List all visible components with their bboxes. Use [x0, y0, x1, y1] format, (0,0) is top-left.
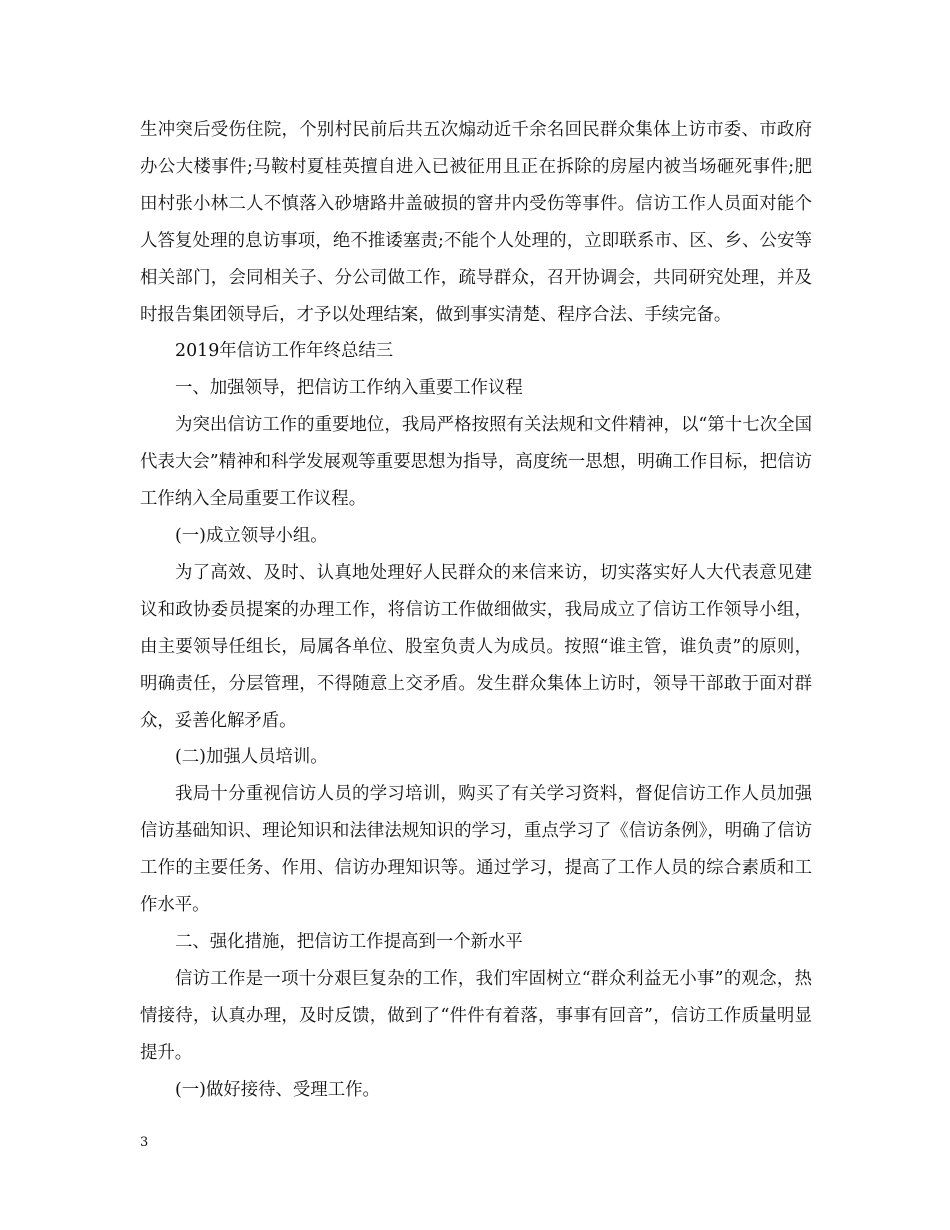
paragraph: 我局十分重视信访人员的学习培训，购买了有关学习资料，督促信访工作人员加强信访基础知识、理论知识和法律法规知识的学习，重点学习了《信访条例》，明确了信访工作的主要任务、作用、信访办理知识等。通过学习，提高了工作人员的综合素质和工作水平。	[140, 784, 812, 916]
paragraph: 为了高效、及时、认真地处理好人民群众的来信来访，切实落实好人大代表意见建议和政协委员提案的办理工作，将信访工作做细做实，我局成立了信访工作领导小组，由主要领导任组长，局属各单位、股室负责人为成员。按照“谁主管，谁负责”的原则，明确责任，分层管理，不得随意上交矛盾。发生群众集体上访时，领导干部敢于面对群众，妥善化解矛盾。	[140, 562, 812, 731]
subheading: (一)成立领导小组。	[175, 525, 328, 546]
heading-2: 二、强化措施，把信访工作提高到一个新水平	[175, 931, 523, 952]
paragraph: 生冲突后受伤住院，个别村民前后共五次煽动近千余名回民群众集体上访市委、市政府办公大楼事件;马鞍村夏桂英擅自进入已被征用且正在拆除的房屋内被当场砸死事件;肥田村张小林二人不慎落入砂塘路井盖破损的窨井内受伤等事件。信访工作人员面对能个人答复处理的息访事项，绝不推诿塞责;不能个人处理的，立即联系市、区、乡、公安等相关部门，会同相关子、分公司做工作，疏导群众，召开协调会，共同研究处理，并及时报告集团领导后，才予以处理结案，做到事实清楚、程序合法、手续完备。	[140, 120, 812, 325]
section-title: 2019年信访工作年终总结三	[175, 341, 394, 362]
paragraph: 信访工作是一项十分艰巨复杂的工作，我们牢固树立“群众利益无小事”的观念，热情接待，认真办理，及时反馈，做到了“件件有着落，事事有回音”，信访工作质量明显提升。	[140, 968, 812, 1063]
page-number: 3	[140, 1135, 149, 1150]
document-body	[140, 112, 812, 1108]
heading-1: 一、加强领导，把信访工作纳入重要工作议程	[175, 378, 523, 399]
paragraph: 为突出信访工作的重要地位，我局严格按照有关法规和文件精神，以“第十七次全国代表大会”精神和科学发展观等重要思想为指导，高度统一思想，明确工作目标，把信访工作纳入全局重要工作议程。	[140, 415, 812, 510]
subheading: (一)做好接待、受理工作。	[175, 1079, 380, 1100]
subheading: (二)加强人员培训。	[175, 747, 328, 768]
